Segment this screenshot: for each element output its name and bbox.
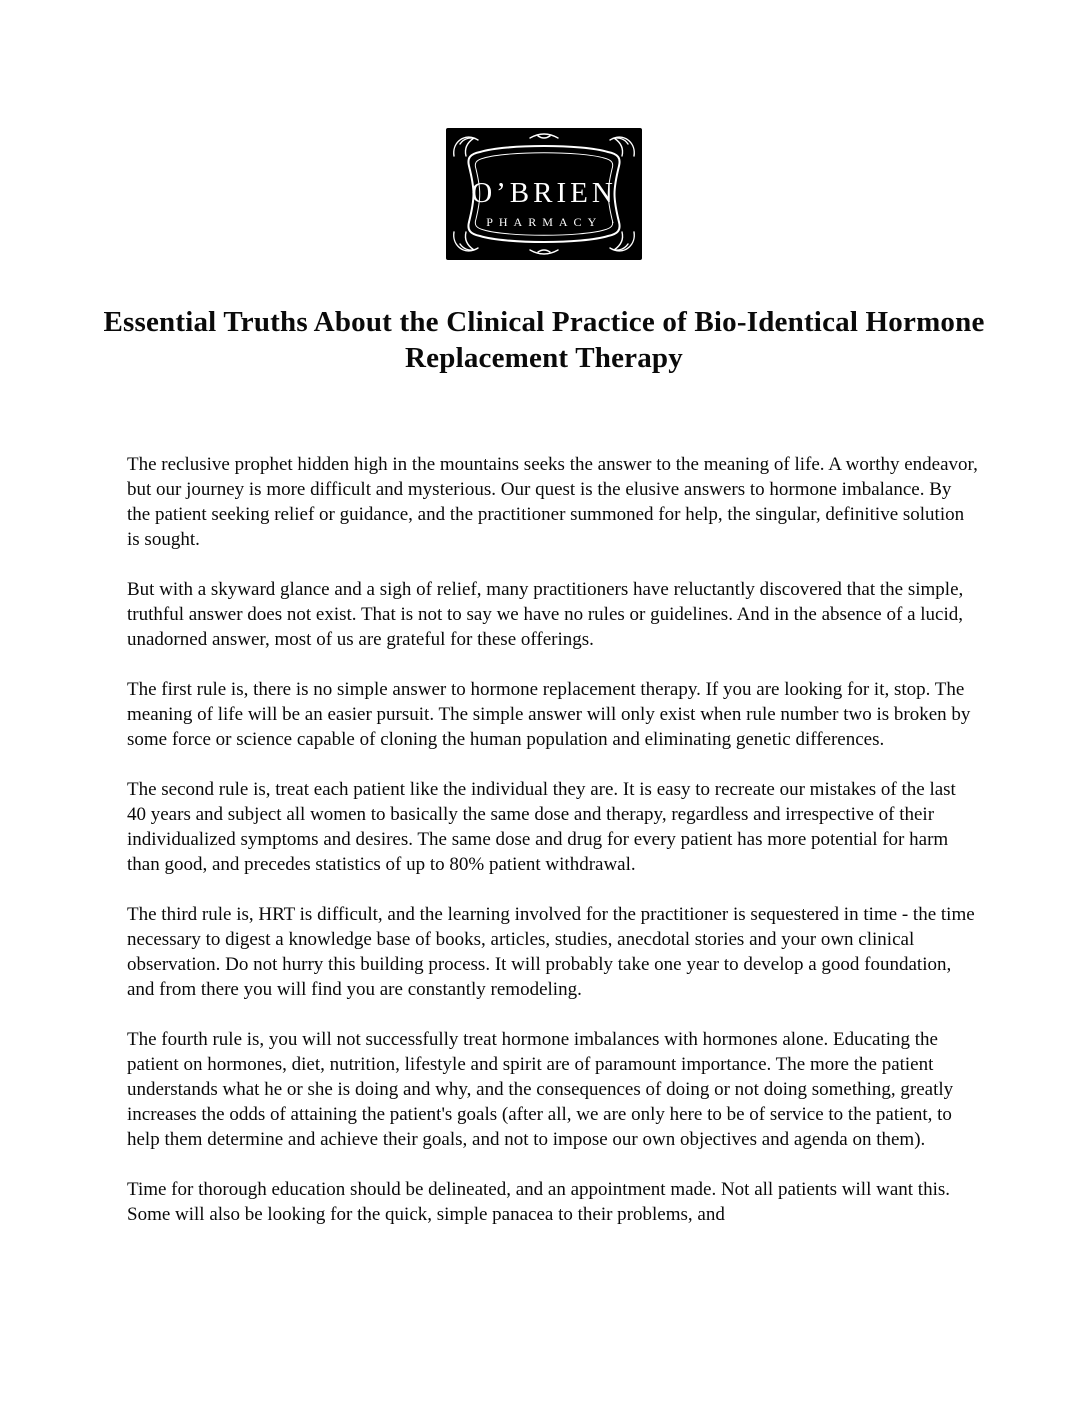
document-body xyxy=(127,452,979,1227)
paragraph-6: The fourth rule is, you will not successfully treat hormone imbalances with hormones alone. Educating the patient on hormones, diet, nutrition, lifestyle and spirit are of paramount importance. The more the patient understands what he or she is doing and why, and the consequences of doing or not doing something, greatly increases the odds of attaining the patient's goals (after all, we are only here to be of service to the patient, to help them determine and achieve their goals, and not to impose our own objectives and agenda on them). xyxy=(127,1029,954,1150)
logo-name-text: O’BRIEN xyxy=(471,177,617,209)
paragraph-1: The reclusive prophet hidden high in the mountains seeks the answer to the meaning of life. A worthy endeavor, but our journey is more difficult and mysterious. Our quest is the elusive answers to hormone imbalance. By the patient seeking relief or guidance, and the practitioner summoned for help, the singular, definitive solution is sought. xyxy=(127,454,978,550)
paragraph-7: Time for thorough education should be delineated, and an appointment made. Not all patients will want this. Some will also be looking for the quick, simple panacea to their problems, and xyxy=(127,1179,950,1225)
paragraph-4: The second rule is, treat each patient like the individual they are. It is easy to recreate our mistakes of the last 40 years and subject all women to basically the same dose and therapy, regardless and irrespective of their individualized symptoms and desires. The same dose and drug for every patient has more potential for harm than good, and precedes statistics of up to 80% patient withdrawal. xyxy=(127,779,956,875)
paragraph-5: The third rule is, HRT is difficult, and the learning involved for the practitioner is sequestered in time - the time necessary to digest a knowledge base of books, articles, studies, anecdotal stories and your own clinical observation. Do not hurry this building process. It will probably take one year to develop a good foundation, and from there you will find you are constantly remodeling. xyxy=(127,904,975,1000)
paragraph-3: The first rule is, there is no simple answer to hormone replacement therapy. If you are looking for it, stop. The meaning of life will be an easier pursuit. The simple answer will only exist when rule number two is broken by some force or science capable of cloning the human population and eliminating genetic differences. xyxy=(127,679,971,750)
document-title: Essential Truths About the Clinical Practice of Bio-Identical Hormone Replacement Therapy xyxy=(103,306,985,374)
paragraph-2: But with a skyward glance and a sigh of relief, many practitioners have reluctantly discovered that the simple, truthful answer does not exist. That is not to say we have no rules or guidelines. And in the absence of a lucid, unadorned answer, most of us are grateful for these offerings. xyxy=(127,579,964,650)
logo-subtitle-text: · PHARMACY · xyxy=(467,215,621,229)
obrien-pharmacy-logo xyxy=(446,128,642,260)
logo-container xyxy=(0,0,1088,260)
